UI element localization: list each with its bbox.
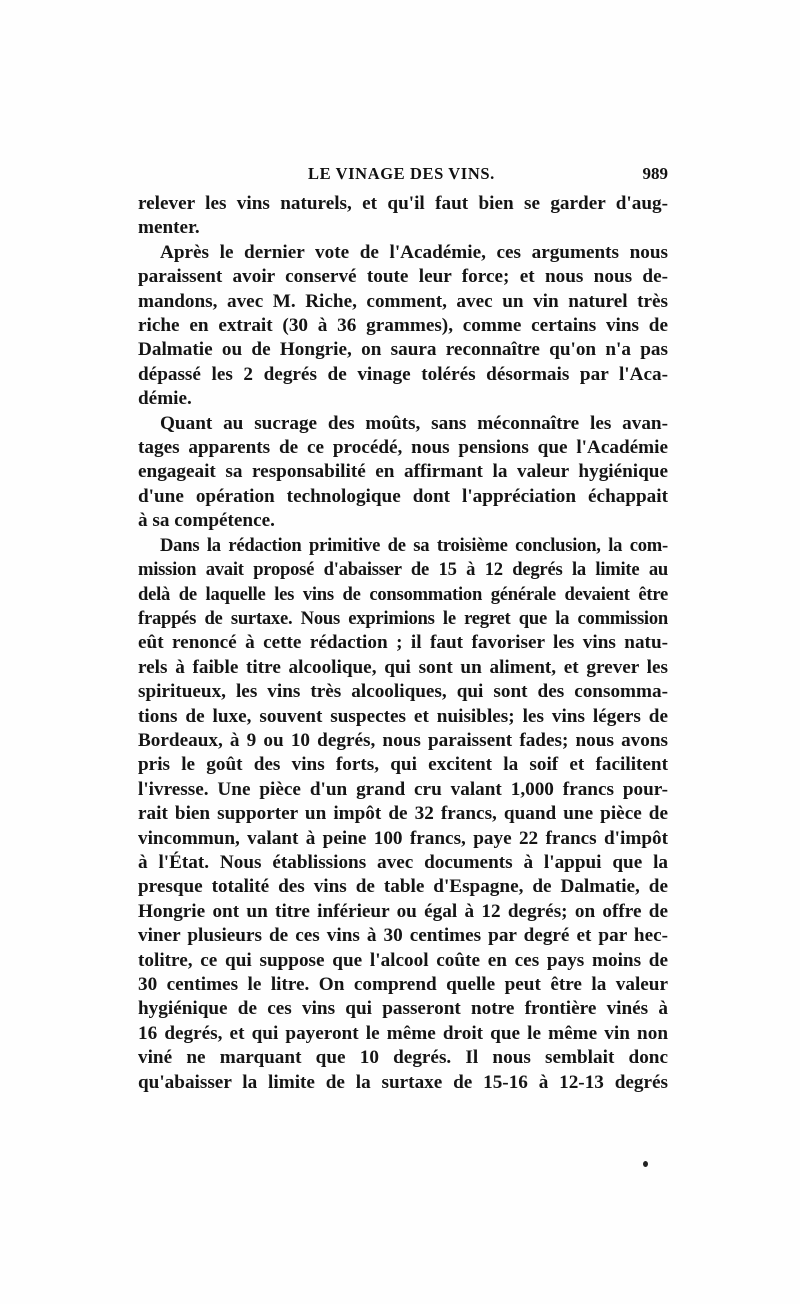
text-line: d'une opération technologique dont l'appréciation échappait <box>138 485 668 507</box>
text-line: à sa compétence. <box>138 510 275 532</box>
text-line: tages apparents de ce procédé, nous pensions que l'Académie <box>138 437 668 459</box>
text-line: Après le dernier vote de l'Académie, ces arguments nous <box>160 241 668 263</box>
text-line: hygiénique de ces vins qui passeront notre frontière vinés à <box>138 998 668 1020</box>
text-line: qu'abaisser la limite de la surtaxe de 15-16 à 12-13 degrés <box>138 1071 668 1093</box>
ink-dot <box>643 1161 648 1167</box>
text-line: rels à faible titre alcoolique, qui sont un aliment, et grever les <box>138 656 668 678</box>
text-line: vincommun, valant à peine 100 francs, paye 22 francs d'impôt <box>138 827 668 849</box>
running-title: LE VINAGE DES VINS. <box>308 164 495 183</box>
text-line: pris le goût des vins forts, qui excitent la soif et facilitent <box>138 754 668 776</box>
text-line: spiritueux, les vins très alcooliques, qui sont des consomma- <box>138 681 668 703</box>
text-line: tolitre, ce qui suppose que l'alcool coûte en ces pays moins de <box>138 949 668 971</box>
text-line: mandons, avec M. Riche, comment, avec un vin naturel très <box>138 290 668 312</box>
text-line: presque totalité des vins de table d'Espagne, de Dalmatie, de <box>138 876 668 898</box>
text-line: viné ne marquant que 10 degrés. Il nous semblait donc <box>138 1047 668 1069</box>
text-line: dépassé les 2 degrés de vinage tolérés désormais par l'Aca- <box>138 363 668 385</box>
text-line: eût renoncé à cette rédaction ; il faut favoriser les vins natu- <box>138 632 668 654</box>
text-line: delà de laquelle les vins de consommation générale devaient être <box>138 583 668 605</box>
text-line: relever les vins naturels, et qu'il faut bien se garder d'aug- <box>138 193 668 214</box>
text-line: l'ivresse. Une pièce d'un grand cru valant 1,000 francs pour- <box>138 778 668 800</box>
text-line: mission avait proposé d'abaisser de 15 à 12 degrés la limite au <box>138 559 668 581</box>
body-text <box>138 192 668 1095</box>
text-line: Dalmatie ou de Hongrie, on saura reconnaître qu'on n'a pas <box>138 339 668 361</box>
text-line: frappés de surtaxe. Nous exprimions le regret que la commission <box>138 607 668 629</box>
text-line: rait bien supporter un impôt de 32 francs, quand une pièce de <box>138 803 668 825</box>
text-line: engageait sa responsabilité en affirmant la valeur hygiénique <box>138 461 668 483</box>
page-number: 989 <box>642 164 668 183</box>
text-line: à l'État. Nous établissions avec documents à l'appui que la <box>138 851 668 873</box>
text-line: 16 degrés, et qui payeront le même droit que le même vin non <box>138 1022 668 1044</box>
text-line: Quant au sucrage des moûts, sans méconnaître les avan- <box>160 412 668 434</box>
text-line: riche en extrait (30 à 36 grammes), comme certains vins de <box>138 315 668 337</box>
text-line: viner plusieurs de ces vins à 30 centimes par degré et par hec- <box>138 925 668 947</box>
text-line: paraissent avoir conservé toute leur force; et nous nous de- <box>138 266 668 288</box>
text-line: Hongrie ont un titre inférieur ou égal à 12 degrés; on offre de <box>138 900 668 922</box>
page-header <box>138 162 668 190</box>
text-line: Bordeaux, à 9 ou 10 degrés, nous paraissent fades; nous avons <box>138 729 668 751</box>
text-line: tions de luxe, souvent suspectes et nuisibles; les vins légers de <box>138 705 668 727</box>
text-line: Dans la rédaction primitive de sa troisième conclusion, la com- <box>160 534 668 556</box>
text-line: 30 centimes le litre. On comprend quelle peut être la valeur <box>138 974 668 995</box>
text-line: menter. <box>138 217 200 239</box>
text-line: démie. <box>138 388 192 410</box>
